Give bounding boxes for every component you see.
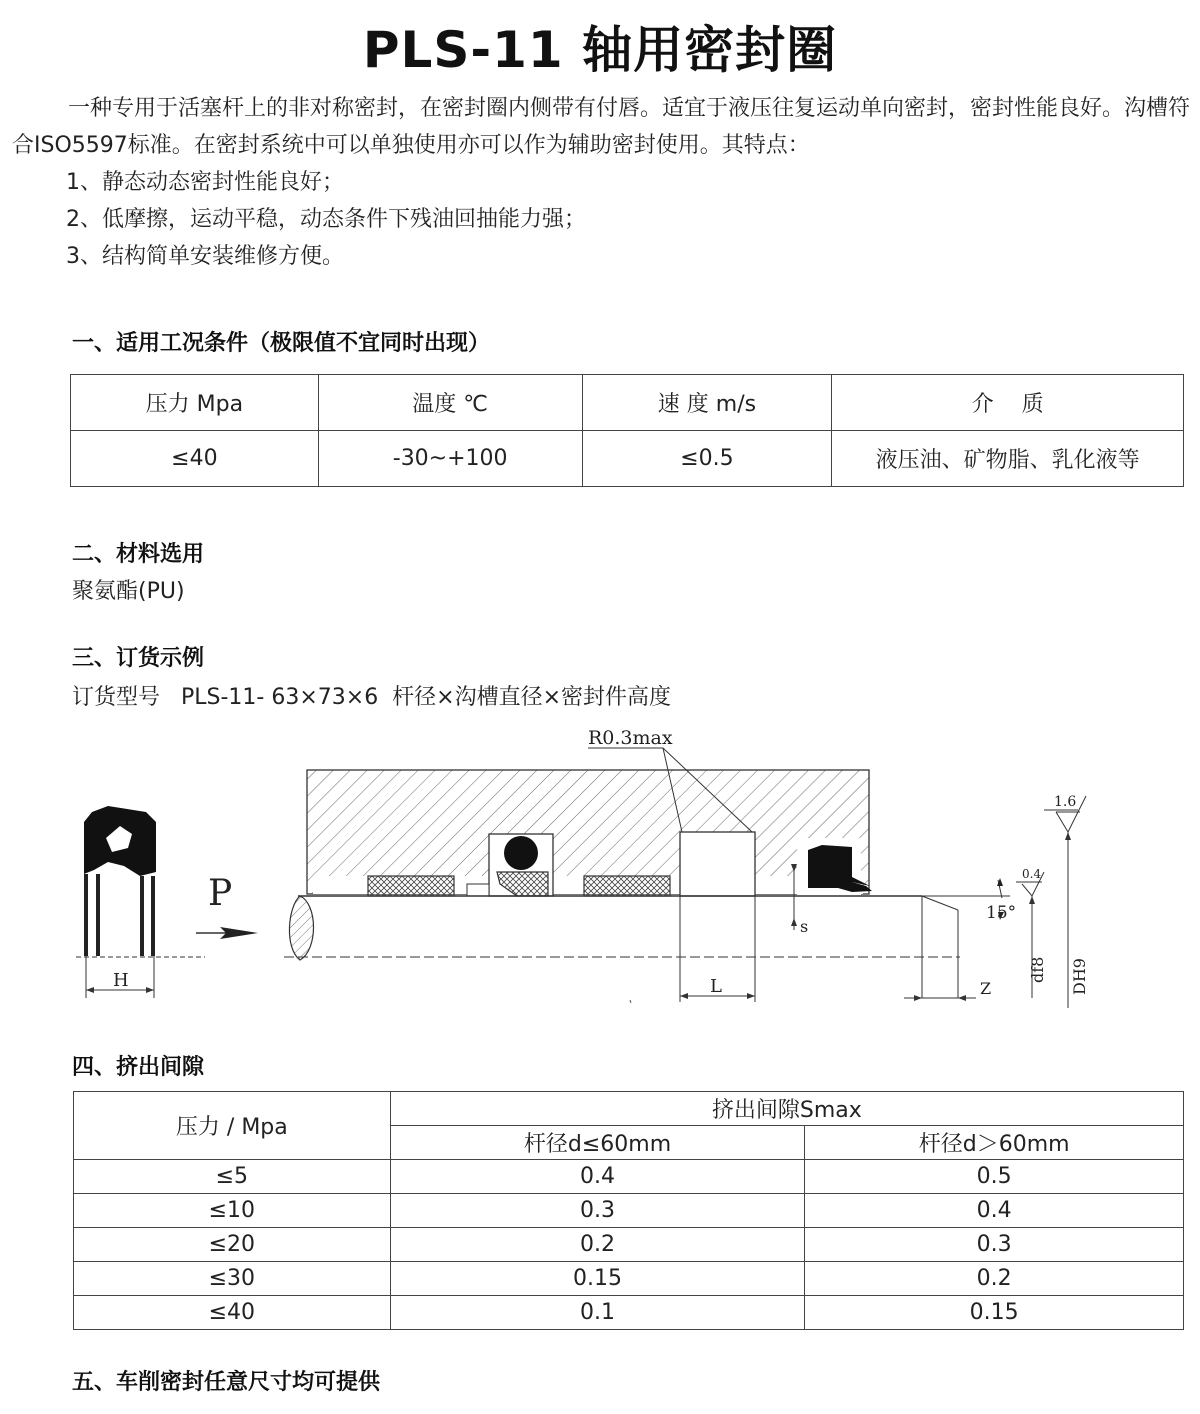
- pressure-cell: ≤10: [74, 1194, 391, 1228]
- header-cell: 压力 Mpa: [71, 375, 319, 431]
- pressure-cell: ≤20: [74, 1228, 391, 1262]
- extrusion-gap-table: [73, 1091, 1184, 1330]
- table-row: [74, 1194, 1184, 1228]
- gap-label: s: [800, 917, 809, 936]
- pressure-cell: ≤30: [74, 1262, 391, 1296]
- header-cell: 介 质: [832, 375, 1184, 431]
- gap-cell: 0.4: [390, 1160, 805, 1194]
- order-example-text: 订货型号 PLS-11- 63×73×6 杆径×沟槽直径×密封件高度: [72, 685, 672, 710]
- table-row: [74, 1296, 1184, 1330]
- intro-paragraph: 一种专用于活塞杆上的非对称密封，在密封圈内侧带有付唇。适宜于液压往复运动单向密封，密封性能良好。沟槽符合ISO5597标准。在密封系统中可以单独使用亦可以作为辅助密封使用。其特点：: [12, 96, 1191, 158]
- section-heading-custom: 五、车削密封任意尺寸均可提供: [72, 1370, 381, 1395]
- table-cell: -30~+100: [318, 431, 582, 487]
- gap-cell: 0.1: [390, 1296, 805, 1330]
- header-cell: 速 度 m/s: [582, 375, 832, 431]
- section-heading-material: 二、材料选用: [72, 542, 205, 567]
- gap-header: 挤出间隙Smax: [390, 1092, 1183, 1126]
- table-cell: 液压油、矿物脂、乳化液等: [832, 431, 1184, 487]
- table-row: [74, 1160, 1184, 1194]
- pressure-header: 压力 / Mpa: [74, 1092, 391, 1160]
- angle-label: 15°: [986, 903, 1017, 923]
- gap-cell: 0.4: [805, 1194, 1184, 1228]
- gap-cell: 0.3: [805, 1228, 1184, 1262]
- roughness-top-label: 1.6: [1054, 794, 1077, 810]
- feature-item: 1、静态动态密封性能良好；: [66, 170, 344, 195]
- section-heading-conditions: 一、适用工况条件（极限值不宜同时出现）: [72, 331, 491, 356]
- gap-cell: 0.15: [805, 1296, 1184, 1330]
- feature-item: 3、结构简单安装维修方便。: [66, 244, 344, 269]
- table-row: [74, 1262, 1184, 1296]
- gap-cell: 0.5: [805, 1160, 1184, 1194]
- chamfer-label: Z: [980, 979, 992, 998]
- table-cell: ≤0.5: [582, 431, 832, 487]
- section-heading-extrusion: 四、挤出间隙: [72, 1055, 205, 1080]
- gap-cell: 0.3: [390, 1194, 805, 1228]
- roughness-side-label: 0.4: [1022, 867, 1042, 881]
- gap-cell: 0.2: [390, 1228, 805, 1262]
- gap-cell: 0.15: [390, 1262, 805, 1296]
- gap-cell: 0.2: [805, 1262, 1184, 1296]
- pressure-cell: ≤5: [74, 1160, 391, 1194]
- material-text: 聚氨酯(PU): [72, 579, 185, 604]
- sub-header-large: 杆径d＞60mm: [805, 1126, 1184, 1160]
- rod-tolerance-label: df8: [1028, 956, 1047, 983]
- page-title: PLS-11 轴用密封圈: [362, 21, 838, 79]
- header-cell: 温度 ℃: [318, 375, 582, 431]
- section-heading-order: 三、订货示例: [72, 646, 205, 671]
- bore-tolerance-label: DH9: [1070, 958, 1089, 995]
- pressure-cell: ≤40: [74, 1296, 391, 1330]
- radius-label: R0.3max: [588, 727, 673, 749]
- pressure-label: P: [208, 873, 233, 914]
- length-label: L: [710, 976, 722, 997]
- height-label: H: [113, 970, 129, 991]
- table-cell: ≤40: [71, 431, 319, 487]
- table-row: [74, 1228, 1184, 1262]
- seal-profile: [84, 806, 156, 998]
- sub-header-small: 杆径d≤60mm: [390, 1126, 805, 1160]
- feature-item: 2、低摩擦，运动平稳，动态条件下残油回抽能力强；: [66, 207, 586, 232]
